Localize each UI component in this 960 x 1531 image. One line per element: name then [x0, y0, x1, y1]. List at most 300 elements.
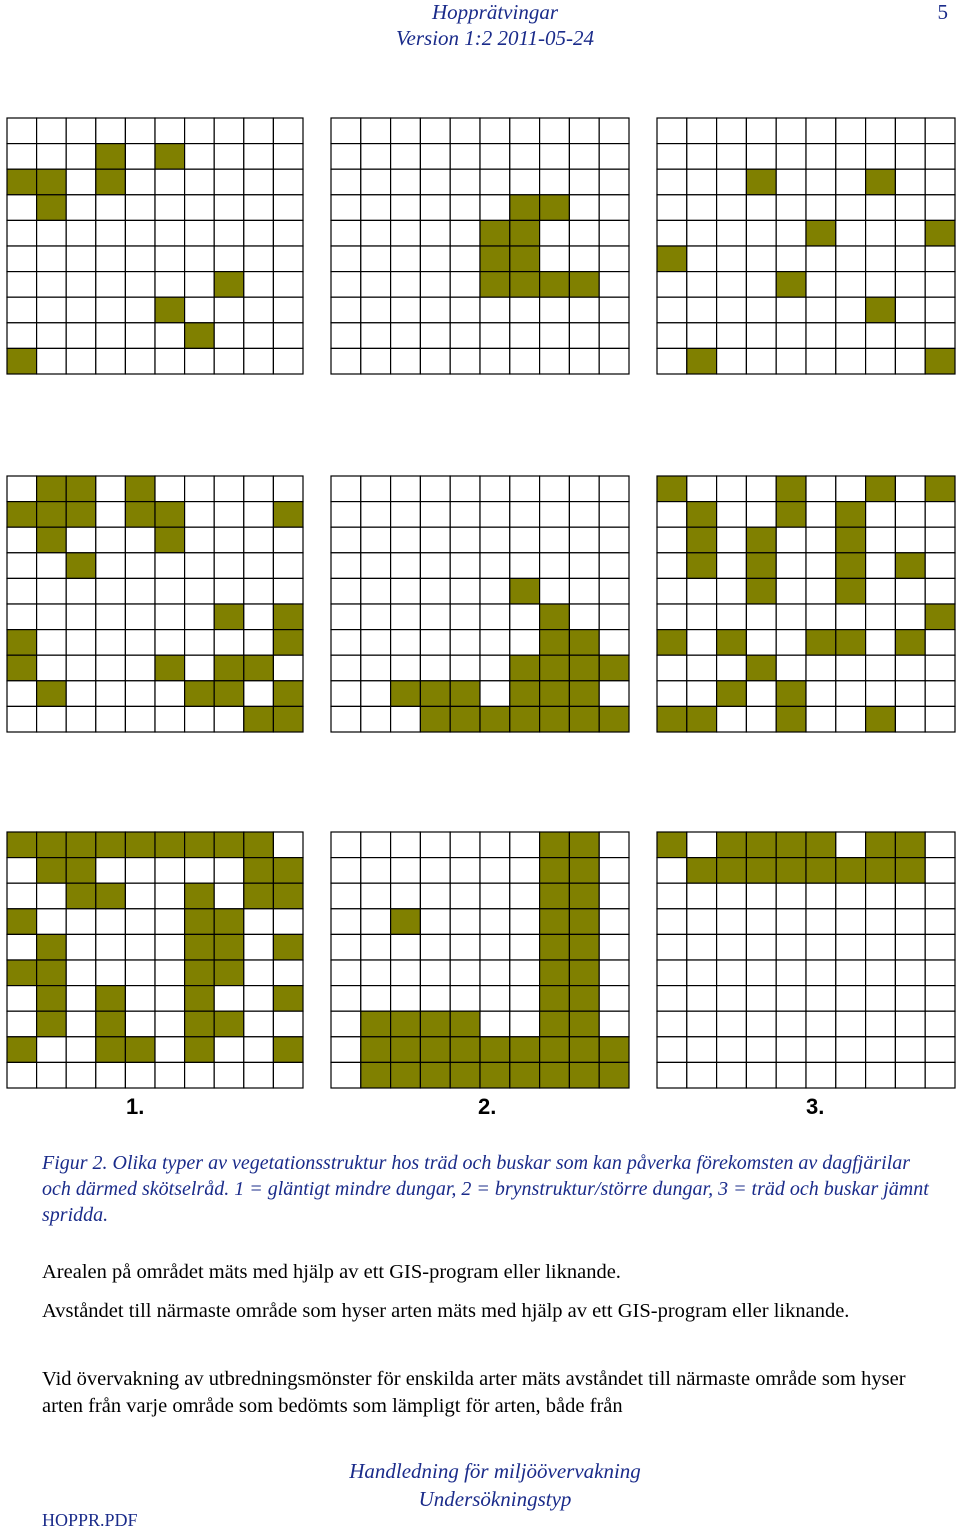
empty-cell — [746, 706, 776, 732]
filled-cell — [37, 1011, 67, 1037]
empty-cell — [836, 681, 866, 707]
filled-cell — [185, 832, 215, 858]
empty-cell — [569, 195, 599, 221]
empty-cell — [7, 681, 37, 707]
empty-cell — [244, 1062, 274, 1088]
empty-cell — [480, 832, 510, 858]
empty-cell — [599, 909, 629, 935]
empty-cell — [331, 323, 361, 349]
empty-cell — [717, 118, 747, 144]
empty-cell — [925, 297, 955, 323]
empty-cell — [361, 195, 391, 221]
filled-cell — [540, 883, 570, 909]
empty-cell — [450, 144, 480, 170]
filled-cell — [96, 1037, 126, 1063]
empty-cell — [391, 272, 421, 298]
empty-cell — [657, 144, 687, 170]
empty-cell — [66, 986, 96, 1012]
empty-cell — [7, 1062, 37, 1088]
empty-cell — [420, 502, 450, 528]
empty-cell — [450, 220, 480, 246]
empty-cell — [450, 246, 480, 272]
empty-cell — [657, 934, 687, 960]
filled-cell — [540, 706, 570, 732]
empty-cell — [895, 169, 925, 195]
empty-cell — [657, 883, 687, 909]
empty-cell — [776, 195, 806, 221]
empty-cell — [420, 960, 450, 986]
empty-cell — [599, 858, 629, 884]
empty-cell — [244, 527, 274, 553]
empty-cell — [361, 960, 391, 986]
empty-cell — [420, 604, 450, 630]
filled-cell — [776, 272, 806, 298]
empty-cell — [776, 883, 806, 909]
empty-cell — [361, 323, 391, 349]
empty-cell — [96, 655, 126, 681]
empty-cell — [599, 832, 629, 858]
empty-cell — [273, 578, 303, 604]
empty-cell — [450, 832, 480, 858]
empty-cell — [657, 348, 687, 374]
filled-cell — [96, 169, 126, 195]
empty-cell — [599, 681, 629, 707]
empty-cell — [776, 527, 806, 553]
empty-cell — [717, 527, 747, 553]
empty-cell — [155, 858, 185, 884]
empty-cell — [37, 1062, 67, 1088]
empty-cell — [746, 604, 776, 630]
empty-cell — [391, 220, 421, 246]
empty-cell — [510, 883, 540, 909]
filled-cell — [687, 706, 717, 732]
empty-cell — [66, 909, 96, 935]
empty-cell — [657, 655, 687, 681]
empty-cell — [717, 1037, 747, 1063]
filled-cell — [836, 578, 866, 604]
empty-cell — [510, 909, 540, 935]
empty-cell — [569, 476, 599, 502]
empty-cell — [510, 323, 540, 349]
empty-cell — [866, 960, 896, 986]
filled-cell — [836, 630, 866, 656]
empty-cell — [331, 883, 361, 909]
empty-cell — [746, 118, 776, 144]
empty-cell — [155, 476, 185, 502]
empty-cell — [361, 348, 391, 374]
empty-cell — [836, 604, 866, 630]
empty-cell — [480, 655, 510, 681]
empty-cell — [717, 960, 747, 986]
empty-cell — [125, 169, 155, 195]
empty-cell — [420, 655, 450, 681]
empty-cell — [540, 476, 570, 502]
empty-cell — [480, 527, 510, 553]
empty-cell — [37, 323, 67, 349]
empty-cell — [244, 169, 274, 195]
filled-cell — [540, 960, 570, 986]
empty-cell — [836, 169, 866, 195]
empty-cell — [450, 934, 480, 960]
empty-cell — [746, 681, 776, 707]
filled-cell — [185, 960, 215, 986]
empty-cell — [806, 476, 836, 502]
empty-cell — [96, 960, 126, 986]
empty-cell — [214, 578, 244, 604]
empty-cell — [361, 169, 391, 195]
empty-cell — [7, 246, 37, 272]
filled-cell — [450, 1062, 480, 1088]
empty-cell — [599, 986, 629, 1012]
empty-cell — [391, 578, 421, 604]
empty-cell — [746, 883, 776, 909]
empty-cell — [450, 883, 480, 909]
empty-cell — [66, 604, 96, 630]
filled-cell — [185, 681, 215, 707]
empty-cell — [480, 195, 510, 221]
filled-cell — [657, 832, 687, 858]
empty-cell — [391, 527, 421, 553]
empty-cell — [273, 348, 303, 374]
empty-cell — [391, 502, 421, 528]
empty-cell — [866, 578, 896, 604]
empty-cell — [244, 1037, 274, 1063]
filled-cell — [7, 832, 37, 858]
empty-cell — [214, 297, 244, 323]
empty-cell — [569, 502, 599, 528]
empty-cell — [125, 909, 155, 935]
filled-cell — [37, 681, 67, 707]
empty-cell — [125, 1062, 155, 1088]
empty-cell — [480, 986, 510, 1012]
empty-cell — [599, 502, 629, 528]
filled-cell — [776, 858, 806, 884]
empty-cell — [273, 909, 303, 935]
empty-cell — [776, 1037, 806, 1063]
empty-cell — [391, 118, 421, 144]
empty-cell — [96, 220, 126, 246]
empty-cell — [657, 1011, 687, 1037]
empty-cell — [331, 604, 361, 630]
empty-cell — [391, 883, 421, 909]
empty-cell — [96, 706, 126, 732]
empty-cell — [331, 553, 361, 579]
empty-cell — [925, 1011, 955, 1037]
filled-cell — [125, 1037, 155, 1063]
empty-cell — [450, 960, 480, 986]
figure-label-1: 1. — [126, 1094, 145, 1119]
empty-cell — [331, 297, 361, 323]
empty-cell — [7, 578, 37, 604]
empty-cell — [540, 502, 570, 528]
empty-cell — [361, 986, 391, 1012]
empty-cell — [155, 348, 185, 374]
empty-cell — [155, 960, 185, 986]
empty-cell — [273, 960, 303, 986]
empty-cell — [866, 272, 896, 298]
empty-cell — [510, 1011, 540, 1037]
empty-cell — [806, 883, 836, 909]
empty-cell — [866, 986, 896, 1012]
filled-cell — [480, 1037, 510, 1063]
empty-cell — [155, 195, 185, 221]
empty-cell — [746, 246, 776, 272]
filled-cell — [361, 1011, 391, 1037]
empty-cell — [185, 630, 215, 656]
empty-cell — [7, 1011, 37, 1037]
filled-cell — [420, 1062, 450, 1088]
empty-cell — [480, 297, 510, 323]
empty-cell — [657, 272, 687, 298]
empty-cell — [7, 706, 37, 732]
empty-cell — [806, 1037, 836, 1063]
empty-cell — [391, 246, 421, 272]
empty-cell — [895, 1011, 925, 1037]
empty-cell — [66, 323, 96, 349]
filled-cell — [37, 934, 67, 960]
empty-cell — [361, 118, 391, 144]
empty-cell — [96, 1062, 126, 1088]
figure-label-3: 3. — [806, 1094, 825, 1119]
empty-cell — [925, 986, 955, 1012]
empty-cell — [37, 297, 67, 323]
empty-cell — [657, 986, 687, 1012]
empty-cell — [895, 348, 925, 374]
empty-cell — [925, 832, 955, 858]
empty-cell — [361, 832, 391, 858]
filled-cell — [925, 476, 955, 502]
empty-cell — [214, 986, 244, 1012]
empty-cell — [391, 323, 421, 349]
empty-cell — [806, 144, 836, 170]
empty-cell — [450, 986, 480, 1012]
filled-cell — [480, 246, 510, 272]
empty-cell — [420, 169, 450, 195]
empty-cell — [37, 272, 67, 298]
filled-cell — [420, 1037, 450, 1063]
empty-cell — [331, 578, 361, 604]
empty-cell — [806, 502, 836, 528]
empty-cell — [866, 348, 896, 374]
empty-cell — [657, 1037, 687, 1063]
empty-cell — [657, 604, 687, 630]
empty-cell — [687, 118, 717, 144]
empty-cell — [214, 553, 244, 579]
filled-cell — [155, 527, 185, 553]
empty-cell — [717, 272, 747, 298]
empty-cell — [155, 630, 185, 656]
filled-cell — [244, 883, 274, 909]
empty-cell — [331, 706, 361, 732]
empty-cell — [717, 578, 747, 604]
empty-cell — [540, 348, 570, 374]
empty-cell — [125, 195, 155, 221]
empty-cell — [866, 118, 896, 144]
filled-cell — [540, 909, 570, 935]
empty-cell — [391, 934, 421, 960]
filled-cell — [836, 553, 866, 579]
empty-cell — [361, 630, 391, 656]
empty-cell — [866, 630, 896, 656]
empty-cell — [717, 144, 747, 170]
filled-cell — [569, 630, 599, 656]
empty-cell — [420, 630, 450, 656]
empty-cell — [657, 553, 687, 579]
empty-cell — [331, 934, 361, 960]
empty-cell — [37, 909, 67, 935]
empty-cell — [806, 527, 836, 553]
empty-cell — [806, 604, 836, 630]
filled-cell — [244, 706, 274, 732]
empty-cell — [806, 960, 836, 986]
empty-cell — [836, 909, 866, 935]
empty-cell — [836, 832, 866, 858]
empty-cell — [125, 858, 155, 884]
filled-cell — [96, 986, 126, 1012]
empty-cell — [806, 195, 836, 221]
filled-cell — [569, 272, 599, 298]
empty-cell — [836, 118, 866, 144]
empty-cell — [599, 1011, 629, 1037]
filled-cell — [450, 706, 480, 732]
filled-cell — [244, 832, 274, 858]
filled-cell — [510, 246, 540, 272]
filled-cell — [687, 502, 717, 528]
filled-cell — [37, 195, 67, 221]
empty-cell — [185, 220, 215, 246]
empty-cell — [391, 144, 421, 170]
empty-cell — [185, 604, 215, 630]
filled-cell — [37, 527, 67, 553]
empty-cell — [836, 272, 866, 298]
filled-cell — [540, 195, 570, 221]
empty-cell — [895, 144, 925, 170]
empty-cell — [420, 883, 450, 909]
paragraph-distance: Avståndet till närmaste område som hyser arten mäts med hjälp av ett GIS-program eller liknande. — [42, 1300, 850, 1322]
empty-cell — [510, 934, 540, 960]
empty-cell — [776, 604, 806, 630]
empty-cell — [925, 553, 955, 579]
filled-cell — [96, 832, 126, 858]
empty-cell — [717, 220, 747, 246]
empty-cell — [569, 527, 599, 553]
empty-cell — [96, 502, 126, 528]
filled-cell — [540, 858, 570, 884]
empty-cell — [420, 323, 450, 349]
empty-cell — [599, 144, 629, 170]
empty-cell — [480, 476, 510, 502]
empty-cell — [895, 297, 925, 323]
empty-cell — [925, 323, 955, 349]
empty-cell — [273, 246, 303, 272]
filled-cell — [599, 1037, 629, 1063]
filled-cell — [155, 297, 185, 323]
filled-cell — [925, 348, 955, 374]
empty-cell — [687, 220, 717, 246]
empty-cell — [244, 934, 274, 960]
filled-cell — [776, 832, 806, 858]
filled-cell — [540, 832, 570, 858]
filled-cell — [214, 681, 244, 707]
empty-cell — [125, 348, 155, 374]
empty-cell — [331, 169, 361, 195]
header-title: Hopprätvingar — [432, 0, 558, 24]
filled-cell — [480, 272, 510, 298]
empty-cell — [599, 195, 629, 221]
empty-cell — [510, 604, 540, 630]
empty-cell — [214, 169, 244, 195]
empty-cell — [480, 578, 510, 604]
empty-cell — [895, 118, 925, 144]
empty-cell — [687, 883, 717, 909]
filled-cell — [866, 297, 896, 323]
empty-cell — [895, 527, 925, 553]
empty-cell — [273, 553, 303, 579]
empty-cell — [925, 1037, 955, 1063]
empty-cell — [687, 272, 717, 298]
empty-cell — [214, 502, 244, 528]
empty-cell — [66, 169, 96, 195]
empty-cell — [185, 297, 215, 323]
filled-cell — [746, 832, 776, 858]
filled-cell — [450, 1037, 480, 1063]
empty-cell — [776, 960, 806, 986]
empty-cell — [273, 220, 303, 246]
empty-cell — [450, 604, 480, 630]
empty-cell — [244, 909, 274, 935]
filled-cell — [510, 195, 540, 221]
empty-cell — [7, 527, 37, 553]
empty-cell — [37, 144, 67, 170]
empty-cell — [420, 934, 450, 960]
empty-cell — [925, 681, 955, 707]
filled-cell — [746, 858, 776, 884]
filled-cell — [657, 706, 687, 732]
empty-cell — [657, 220, 687, 246]
empty-cell — [806, 272, 836, 298]
empty-cell — [717, 1062, 747, 1088]
empty-cell — [450, 553, 480, 579]
empty-cell — [776, 118, 806, 144]
empty-cell — [331, 476, 361, 502]
empty-cell — [361, 858, 391, 884]
empty-cell — [125, 934, 155, 960]
filled-cell — [687, 858, 717, 884]
empty-cell — [776, 986, 806, 1012]
empty-cell — [125, 706, 155, 732]
empty-cell — [687, 297, 717, 323]
empty-cell — [776, 630, 806, 656]
empty-cell — [866, 934, 896, 960]
empty-cell — [96, 909, 126, 935]
empty-cell — [7, 323, 37, 349]
empty-cell — [37, 578, 67, 604]
empty-cell — [925, 630, 955, 656]
page-number: 5 — [937, 0, 948, 24]
empty-cell — [895, 502, 925, 528]
empty-cell — [391, 297, 421, 323]
empty-cell — [569, 118, 599, 144]
empty-cell — [331, 246, 361, 272]
empty-cell — [244, 604, 274, 630]
empty-cell — [37, 655, 67, 681]
empty-cell — [687, 986, 717, 1012]
filled-cell — [836, 858, 866, 884]
footer-file-id: HOPPR.PDF — [42, 1510, 138, 1530]
empty-cell — [687, 476, 717, 502]
empty-cell — [599, 960, 629, 986]
empty-cell — [746, 220, 776, 246]
